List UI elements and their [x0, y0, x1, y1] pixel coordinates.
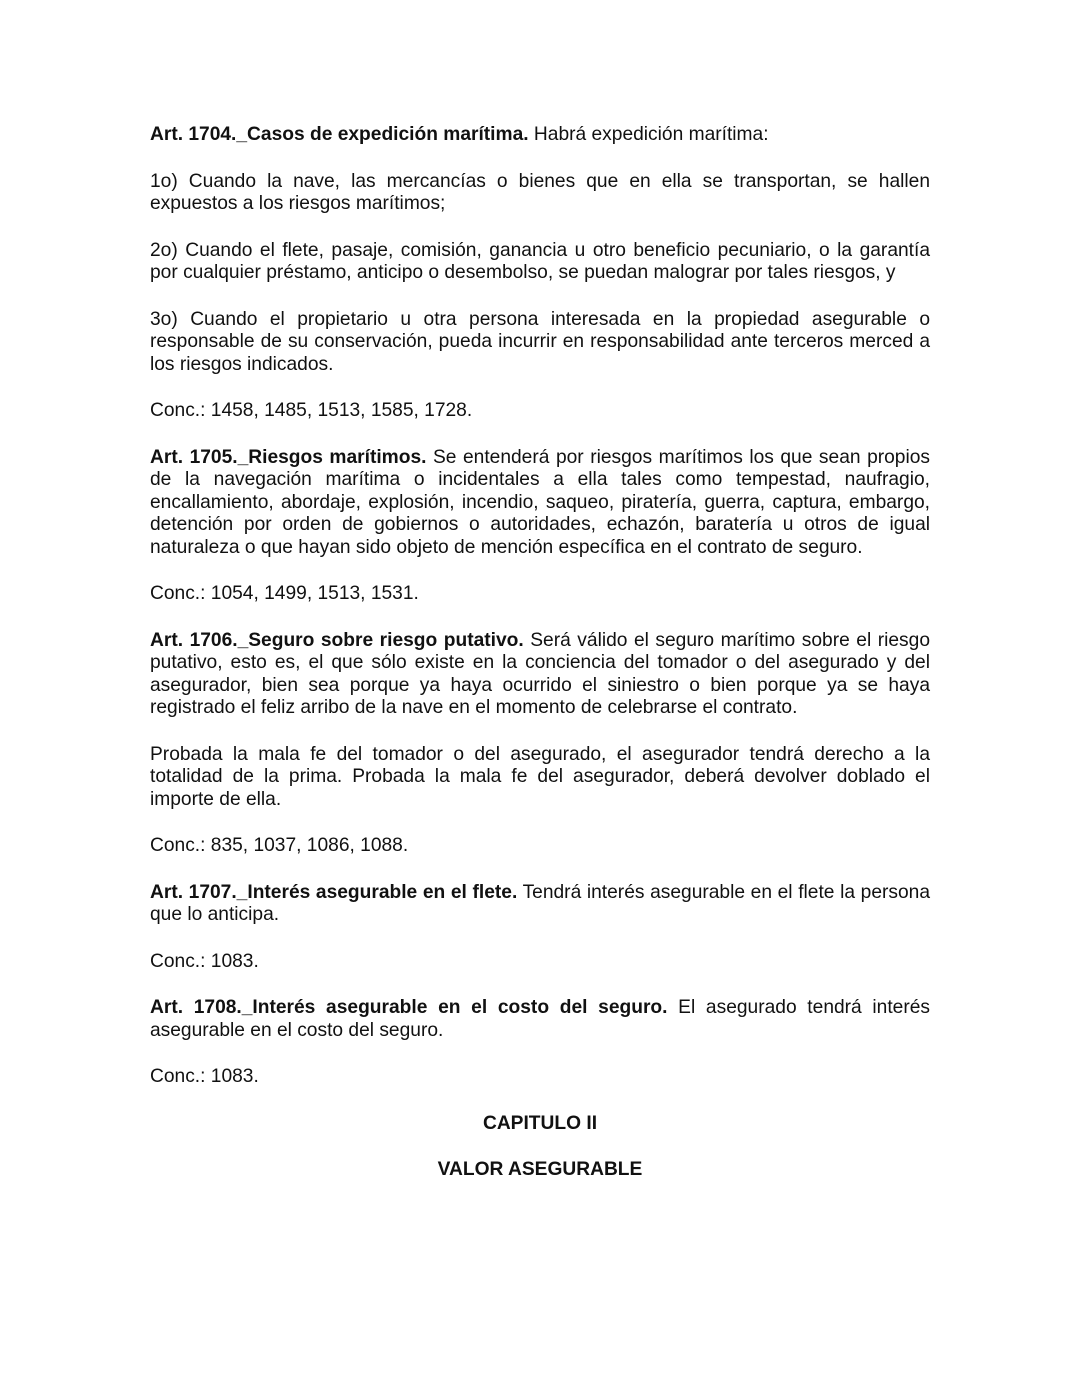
article-title: Art. 1708._Interés asegurable en el costo del seguro. [150, 997, 668, 1018]
article-1704-item-3: 3o) Cuando el propietario u otra persona interesada en la propiedad asegurable o responsable de su conservación, pueda incurrir en responsabilidad ante terceros merced a los riesgos indicados. [150, 308, 930, 375]
article-1706 [150, 630, 930, 720]
article-1704-item-1: 1o) Cuando la nave, las mercancías o bienes que en ella se transportan, se hallen expuestos a los riesgos marítimos; [150, 170, 930, 214]
article-1708-conc: Conc.: 1083. [150, 1066, 259, 1087]
document-page [150, 124, 930, 1206]
article-1706-extra: Probada la mala fe del tomador o del asegurado, el asegurador tendrá derecho a la totalidad de la prima. Probada la mala fe del asegurador, deberá devolver doblado el importe de ella. [150, 743, 930, 810]
article-text: Tendrá interés asegurable en el flete la persona que lo anticipa. [150, 881, 930, 925]
article-1707-conc: Conc.: 1083. [150, 950, 259, 972]
article-1705 [150, 447, 930, 560]
article-text: Se entenderá por riesgos marítimos los que sean propios de la navegación marítima o incidentales a ella tales como tempestad, naufragio, encallamiento, abordaje, explosión, incendio, saqueo, piratería, guerra, captura, embargo, detención por orden de gobiernos o autoridades, echazón, baratería u otros de igual naturaleza o que hayan sido objeto de mención específica en el contrato de seguro. [150, 446, 930, 558]
article-title: Art. 1707._Interés asegurable en el flete. [150, 881, 518, 903]
article-text: Será válido el seguro marítimo sobre el riesgo putativo, esto es, el que sólo existe en la conciencia del tomador o del asegurado y del asegurador, bien sea porque ya haya ocurrido el siniestro o bien porque ya se haya registrado el feliz arribo de la nave en el momento de celebrarse el contrato. [150, 629, 930, 718]
article-title: Art. 1704._Casos de expedición marítima. [150, 124, 529, 145]
chapter-heading: CAPITULO II [482, 1112, 598, 1134]
article-1707 [150, 882, 930, 927]
chapter-title: VALOR ASEGURABLE [437, 1159, 643, 1180]
article-1706-conc: Conc.: 835, 1037, 1086, 1088. [150, 835, 409, 856]
article-title: Art. 1705._Riesgos marítimos. [150, 446, 427, 468]
article-text: El asegurado tendrá interés asegurable en el costo del seguro. [150, 997, 931, 1041]
article-text: Habrá expedición marítima: [528, 124, 769, 145]
article-1704-conc: Conc.: 1458, 1485, 1513, 1585, 1728. [150, 400, 473, 421]
article-1708 [150, 997, 930, 1042]
article-1705-conc: Conc.: 1054, 1499, 1513, 1531. [150, 583, 419, 604]
article-1704 [150, 124, 930, 147]
article-1704-item-2: 2o) Cuando el flete, pasaje, comisión, ganancia u otro beneficio pecuniario, o la garantía por cualquier préstamo, anticipo o desembolso, se puedan malograr por tales riesgos, y [150, 239, 930, 283]
article-title: Art. 1706._Seguro sobre riesgo putativo. [150, 629, 524, 651]
